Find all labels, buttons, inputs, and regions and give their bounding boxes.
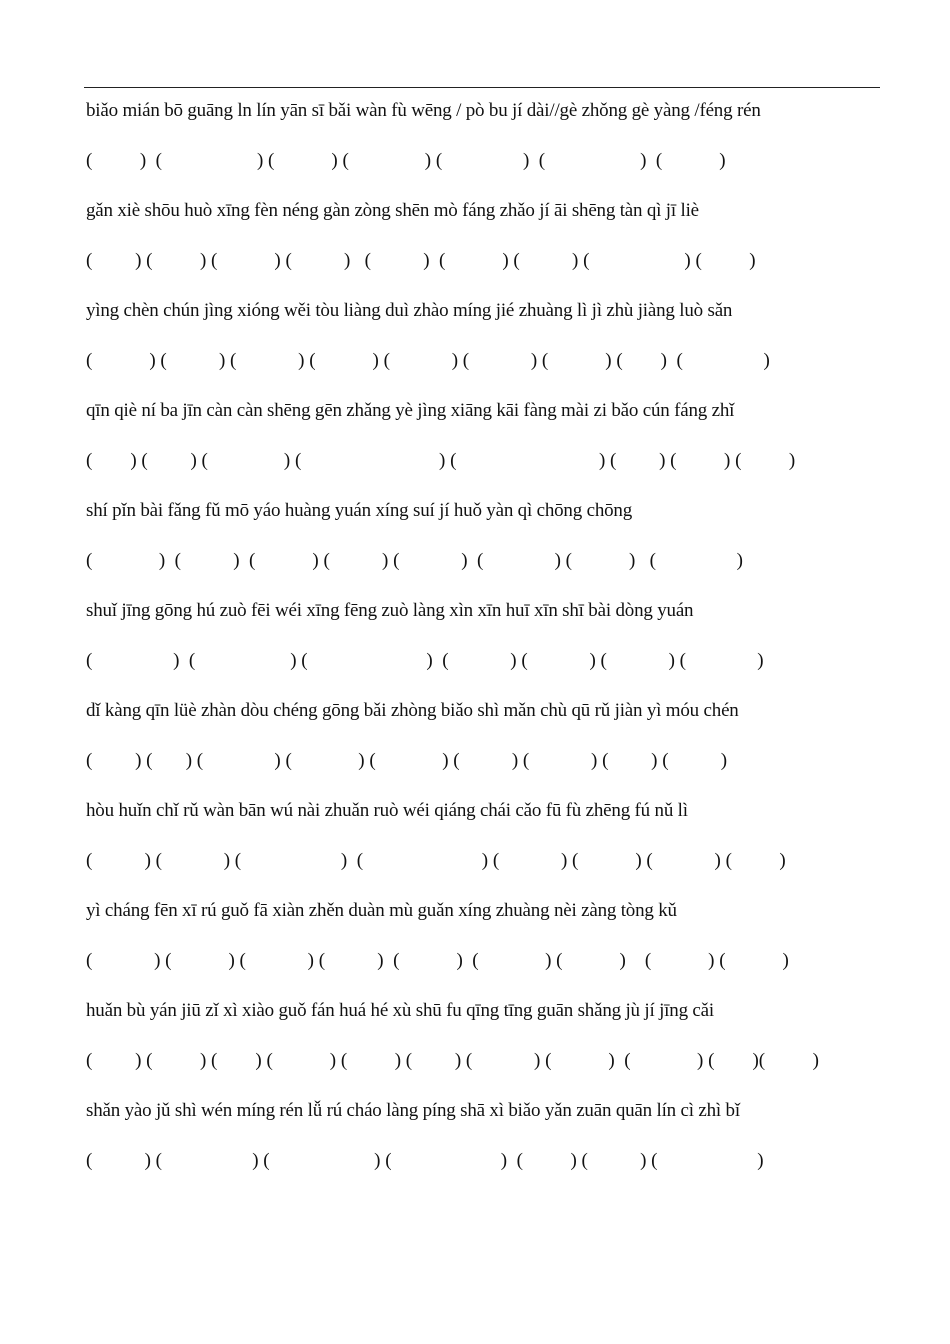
answer-blanks-line[interactable]: ( ) ( ) ( ) ( ) ( ) ( ) ( ) ( ) ( ): [86, 350, 770, 371]
answer-blanks-line[interactable]: ( ) ( ) ( ) ( ) ( ) ( ) ( ) ( ): [86, 450, 796, 471]
answer-blanks-line[interactable]: ( ) ( ) ( ) ( ) ( ) ( ) ( ): [86, 1150, 764, 1171]
answer-blanks-line[interactable]: ( ) ( ) ( ) ( ) ( ) ( ) ( ) ( ): [86, 550, 743, 571]
answer-blanks-line[interactable]: ( ) ( ) ( ) ( ) ( ) ( ) ( ) ( ): [86, 850, 786, 871]
answer-blanks-line[interactable]: ( ) ( ) ( ) ( ) ( ) ( ) ( ) ( ) ( ): [86, 750, 728, 771]
pinyin-line: yìng chèn chún jìng xióng wěi tòu liàng duì zhào míng jié zhuàng lì jì zhù jiàng luò sǎn: [86, 300, 733, 321]
pinyin-line: yì cháng fēn xī rú guǒ fā xiàn zhěn duàn mù guǎn xíng zhuàng nèi zàng tòng kǔ: [86, 900, 677, 921]
pinyin-line: gǎn xiè shōu huò xīng fèn néng gàn zòng shēn mò fáng zhǎo jí āi shēng tàn qì jī liè: [86, 200, 699, 221]
pinyin-line: shí pǐn bài fǎng fǔ mō yáo huàng yuán xíng suí jí huǒ yàn qì chōng chōng: [86, 500, 633, 521]
pinyin-line: biǎo mián bō guāng ln lín yān sī bǎi wàn fù wēng / pò bu jí dài//gè zhǒng gè yàng /féng rén: [86, 100, 761, 121]
pinyin-line: shǎn yào jǔ shì wén míng rén lǚ rú cháo làng píng shā xì biǎo yǎn zuān quān lín cì zhì bǐ: [86, 1100, 740, 1121]
pinyin-exercise-rows: [86, 96, 876, 1196]
pinyin-line: shuǐ jīng gōng hú zuò fēi wéi xīng fēng zuò làng xìn xīn huī xīn shī bài dòng yuán: [86, 600, 694, 621]
pinyin-line: hòu huǐn chǐ rǔ wàn bān wú nài zhuǎn ruò wéi qiáng chái cǎo fū fù zhēng fú nǔ lì: [86, 800, 688, 821]
pinyin-line: huǎn bù yán jiū zǐ xì xiào guǒ fán huá hé xù shū fu qīng tīng guān shǎng jù jí jīng cǎi: [86, 1000, 714, 1021]
pinyin-line: dǐ kàng qīn lüè zhàn dòu chéng gōng bǎi zhòng biǎo shì mǎn chù qū rǔ jiàn yì móu chén: [86, 700, 739, 721]
answer-blanks-line[interactable]: ( ) ( ) ( ) ( ) ( ) ( ) ( ) ( ) ( ) ( )( ): [86, 1050, 819, 1071]
pinyin-line: qīn qiè ní ba jīn càn càn shēng gēn zhǎng yè jìng xiāng kāi fàng mài zi bǎo cún fáng zhǐ: [86, 400, 735, 421]
answer-blanks-line[interactable]: ( ) ( ) ( ) ( ) ( ) ( ) ( ) ( ) ( ): [86, 950, 789, 971]
answer-blanks-line[interactable]: ( ) ( ) ( ) ( ) ( ) ( ) ( ) ( ) ( ): [86, 250, 756, 271]
answer-blanks-line[interactable]: ( ) ( ) ( ) ( ) ( ) ( ) ( ): [86, 650, 764, 671]
top-rule: [84, 87, 880, 88]
answer-blanks-line[interactable]: ( ) ( ) ( ) ( ) ( ) ( ) ( ): [86, 150, 726, 171]
